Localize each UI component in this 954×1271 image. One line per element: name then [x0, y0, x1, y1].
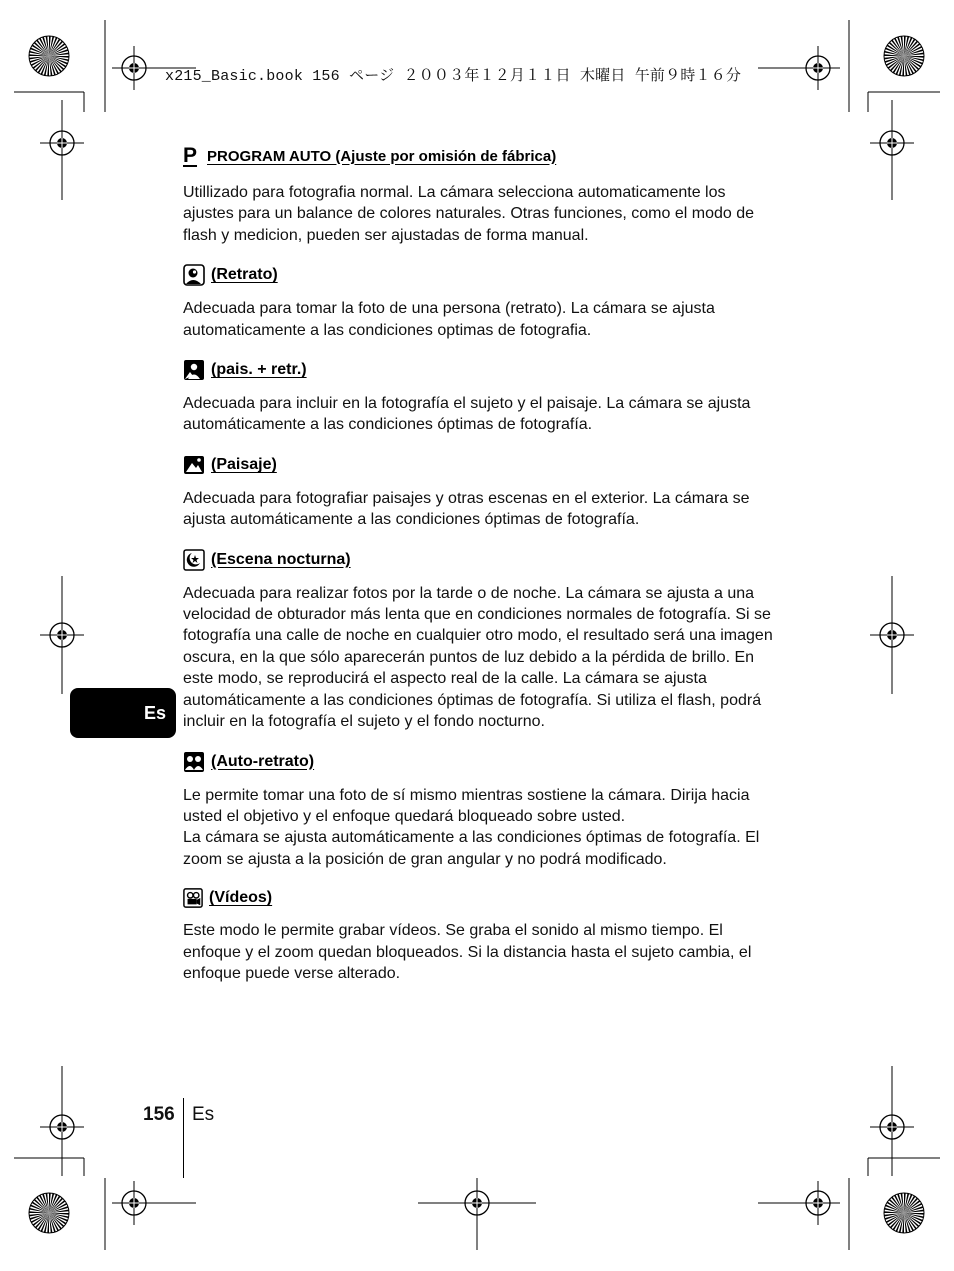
section-title: PROGRAM AUTO (Ajuste por omisión de fábrica) — [207, 147, 557, 165]
page-number: 156 — [143, 1104, 175, 1125]
section-heading — [183, 264, 278, 286]
section-movie — [183, 888, 773, 984]
section-landscape-portrait — [183, 359, 773, 436]
section-heading — [183, 454, 277, 476]
section-heading — [183, 751, 314, 773]
section-text: Adecuada para fotografiar paisajes y otras escenas en el exterior. La cámara se ajusta automáticamente a las condiciones óptimas de fotografía. — [183, 489, 750, 529]
section-text: Este modo le permite grabar vídeos. Se graba el sonido al mismo tiempo. El enfoque y el zoom quedan bloqueados. Si la distancia hasta el sujeto cambia, el enfoque puede verse alterado. — [183, 922, 752, 982]
landscape-icon — [183, 454, 205, 476]
starburst-target — [884, 1193, 924, 1233]
section-title: (Escena nocturna) — [211, 550, 351, 568]
section-text: Le permite tomar una foto de sí mismo mientras sostiene la cámara. Dirija hacia usted el objetivo y el enfoque quedará bloqueado sobre usted. La cámara se ajusta automáticamente a las condiciones óptimas de fotografía. El zoom se ajusta a la posición de gran angular y no podrá modificado. — [183, 786, 760, 868]
portrait-icon — [183, 264, 205, 286]
footer-language: Es — [192, 1104, 215, 1125]
p-mode-icon: P — [183, 144, 198, 167]
section-program-auto — [183, 144, 773, 246]
footer-divider — [183, 1098, 184, 1178]
movie-icon — [183, 888, 203, 908]
section-title: (pais. + retr.) — [211, 361, 307, 379]
section-portrait — [183, 264, 773, 341]
running-header: x215_Basic.book 156 ページ ２００３年１２月１１日 木曜日 午前９時１６分 — [165, 68, 742, 85]
section-heading — [183, 549, 351, 571]
night-scene-icon — [183, 549, 205, 571]
starburst-target — [29, 36, 69, 76]
side-tab-label: Es — [143, 702, 166, 723]
section-title: (Paisaje) — [211, 455, 277, 473]
section-heading — [183, 888, 272, 908]
section-text: Adecuada para incluir en la fotografía el sujeto y el paisaje. La cámara se ajusta automáticamente a las condiciones óptimas de fotografía. — [183, 395, 751, 434]
section-night-scene — [183, 549, 773, 733]
page-content — [183, 144, 773, 1002]
section-text: Adecuada para realizar fotos por la tarde o de noche. La cámara se ajusta a una velocidad de obturador más lenta que en condiciones normales de fotografía. Si se fotografía una calle de noche en cualquier otro modo, el resultado será una imagen oscura, en la que sólo aparecerán puntos de luz debido a la pérdida de brillo. En este modo, se reproducirá el aspecto real de la calle. La cámara se ajusta automáticamente a las condiciones óptimas de fotografía. Si utiliza el flash, podrá incluir en la fotografía el sujeto y el fondo nocturno. — [183, 584, 773, 731]
section-heading — [183, 144, 556, 168]
section-heading — [183, 359, 307, 381]
section-text: Adecuada para tomar la foto de una persona (retrato). La cámara se ajusta automaticamente a las condiciones optimas de fotografia. — [183, 300, 715, 339]
section-title: (Retrato) — [211, 266, 278, 284]
self-portrait-icon — [183, 751, 205, 773]
starburst-target — [29, 1193, 69, 1233]
section-text: Utillizado para fotografia normal. La cámara selecciona automaticamente los ajustes para un balance de colores naturales. Otras funciones, como el modo de flash y medicion, pueden ser ajustadas de forma manual. — [183, 184, 754, 244]
section-landscape — [183, 454, 773, 531]
landscape-portrait-icon — [183, 359, 205, 381]
section-title: (Vídeos) — [209, 889, 273, 907]
starburst-target — [884, 36, 924, 76]
section-self-portrait — [183, 751, 773, 871]
language-side-tab — [70, 688, 176, 738]
section-title: (Auto-retrato) — [211, 752, 315, 770]
